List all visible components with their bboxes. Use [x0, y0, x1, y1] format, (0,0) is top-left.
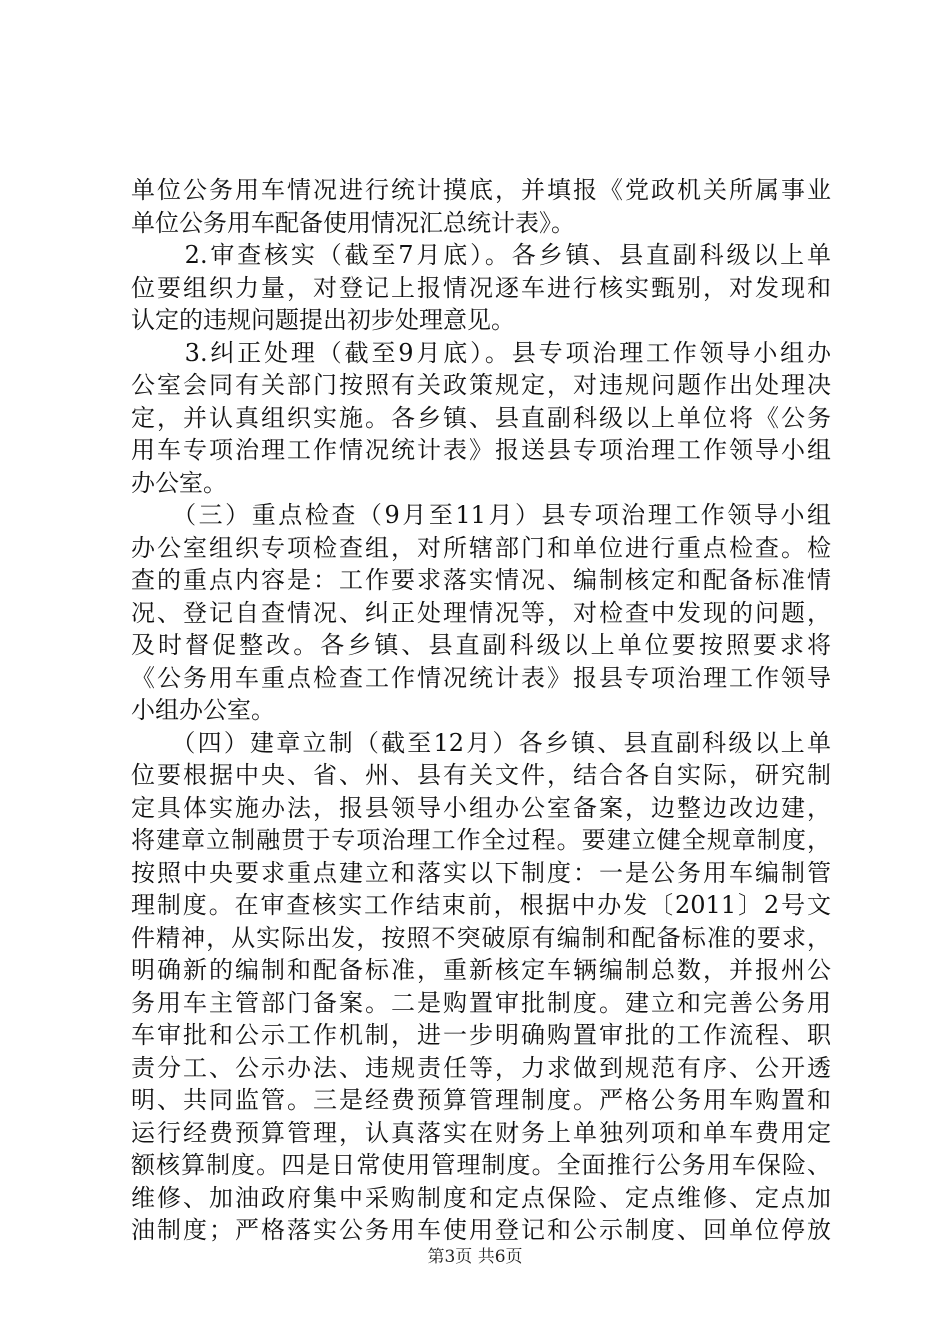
page-number-footer: 第3页 共6页 — [427, 1247, 523, 1267]
text-line: 明、共同监管。三是经费预算管理制度。严格公务用车购置和 — [131, 1086, 831, 1114]
text-line: 车审批和公示工作机制，进一步明确购置审批的工作流程、职 — [131, 1021, 831, 1049]
text-line: 定，并认真组织实施。各乡镇、县直副科级以上单位将《公务 — [131, 403, 831, 432]
text-line: 《公务用车重点检查工作情况统计表》报县专项治理工作领导 — [131, 663, 831, 692]
text-line: 位要根据中央、省、州、县有关文件，结合各自实际，研究制 — [131, 761, 831, 789]
text-line: 件精神，从实际出发，按照不突破原有编制和配备标准的要求， — [131, 923, 831, 952]
text-line: 公室会同有关部门按照有关政策规定，对违规问题作出处理决 — [131, 371, 831, 399]
text-line: 额核算制度。四是日常使用管理制度。全面推行公务用车保险、 — [131, 1151, 831, 1179]
text-line: （四）建章立制（截至12月）各乡镇、县直副科级以上单 — [131, 728, 831, 757]
text-line: 况、登记自查情况、纠正处理情况等，对检查中发现的问题， — [131, 598, 831, 627]
text-line: 定具体实施办法，报县领导小组办公室备案，边整边改边建， — [131, 793, 831, 822]
text-line: 将建章立制融贯于专项治理工作全过程。要建立健全规章制度， — [131, 826, 831, 854]
text-line: 办公室。 — [131, 468, 227, 497]
text-line: 按照中央要求重点建立和落实以下制度：一是公务用车编制管 — [131, 858, 831, 887]
text-line: 运行经费预算管理，认真落实在财务上单独列项和单车费用定 — [131, 1118, 831, 1147]
text-line: 单位公务用车情况进行统计摸底，并填报《党政机关所属事业 — [131, 176, 831, 204]
text-line: （三）重点检查（9月至11月）县专项治理工作领导小组 — [131, 501, 831, 529]
text-line: 小组办公室。 — [131, 696, 275, 724]
text-line: 务用车主管部门备案。二是购置审批制度。建立和完善公务用 — [131, 988, 831, 1017]
text-line: 单位公务用车配备使用情况汇总统计表》。 — [131, 208, 575, 237]
text-line: 认定的违规问题提出初步处理意见。 — [131, 306, 515, 334]
text-line: 维修、加油政府集中采购制度和定点保险、定点维修、定点加 — [131, 1183, 831, 1212]
text-line: 用车专项治理工作情况统计表》报送县专项治理工作领导小组 — [131, 436, 831, 464]
text-line: 明确新的编制和配备标准，重新核定车辆编制总数，并报州公 — [131, 956, 831, 984]
text-line: 查的重点内容是：工作要求落实情况、编制核定和配备标准情 — [131, 566, 831, 594]
text-line: 办公室组织专项检查组，对所辖部门和单位进行重点检查。检 — [131, 533, 831, 562]
text-line: 理制度。在审查核实工作结束前，根据中办发〔2011〕2号文 — [131, 891, 831, 919]
body-text — [131, 174, 831, 1247]
text-line: 责分工、公示办法、违规责任等，力求做到规范有序、公开透 — [131, 1053, 831, 1082]
text-line: 2.审查核实（截至7月底）。各乡镇、县直副科级以上单 — [131, 241, 831, 269]
text-line: 位要组织力量，对登记上报情况逐车进行核实甄别，对发现和 — [131, 273, 831, 302]
text-line: 3.纠正处理（截至9月底）。县专项治理工作领导小组办 — [131, 338, 831, 367]
text-line: 油制度；严格落实公务用车使用登记和公示制度、回单位停放 — [131, 1216, 831, 1244]
text-line: 及时督促整改。各乡镇、县直副科级以上单位要按照要求将 — [131, 631, 831, 659]
